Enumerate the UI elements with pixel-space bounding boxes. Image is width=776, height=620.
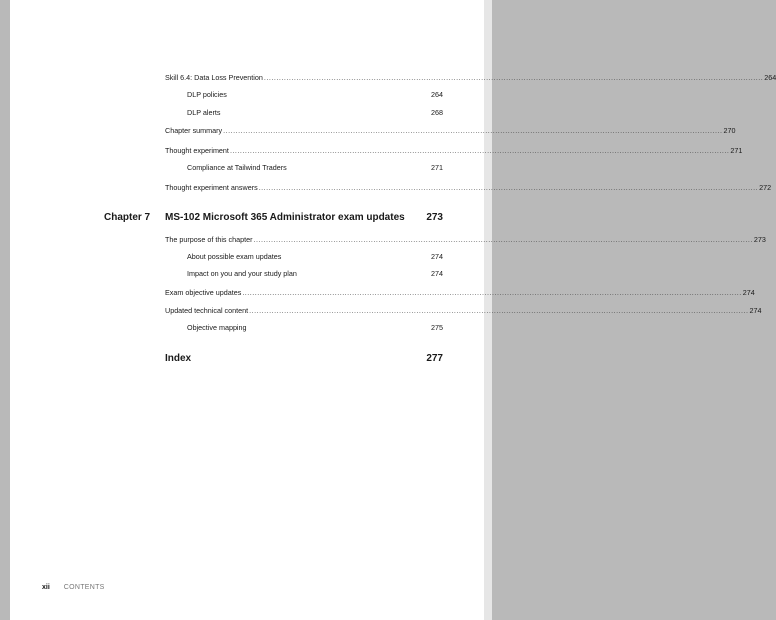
toc-entry-page-number: 271 bbox=[431, 163, 443, 172]
toc-entry bbox=[187, 90, 443, 100]
dot-leader: ........................................................................................................................................................................................................ bbox=[253, 235, 753, 244]
running-head: CONTENTS bbox=[63, 584, 105, 591]
toc-entry bbox=[187, 323, 443, 333]
chapter-heading bbox=[104, 211, 443, 224]
index-heading bbox=[165, 352, 443, 365]
toc-entry-title: Thought experiment bbox=[165, 146, 229, 155]
dot-leader: ........................................................................................................................................................................................................ bbox=[229, 146, 730, 155]
toc-entry-page-number: 274 bbox=[431, 269, 443, 278]
toc-entry-title: The purpose of this chapter bbox=[165, 235, 253, 244]
toc-entry-page-number: 264 bbox=[431, 90, 443, 99]
dot-leader: ........................................................................................................................................................................................................ bbox=[242, 288, 742, 297]
toc-entry bbox=[187, 252, 443, 262]
toc-entry bbox=[165, 183, 772, 193]
page-footer bbox=[42, 583, 105, 593]
toc-entry bbox=[165, 146, 743, 156]
toc-entry-title: Updated technical content bbox=[165, 306, 249, 315]
chapter-number: Chapter 7 bbox=[104, 212, 151, 223]
toc-entry bbox=[165, 126, 736, 136]
dot-leader: ........................................................................................................................................................................................................ bbox=[258, 183, 759, 192]
toc-entry-page-number: 271 bbox=[730, 146, 743, 155]
toc-entry-title: DLP alerts bbox=[187, 108, 221, 117]
toc-entry-title: Thought experiment answers bbox=[165, 183, 258, 192]
dot-leader: ........................................................................................................................................................................................................ bbox=[249, 306, 749, 315]
book-page bbox=[10, 0, 776, 620]
toc-entry-title: Chapter summary bbox=[165, 126, 223, 135]
toc-entry-page-number: 270 bbox=[723, 126, 736, 135]
toc-entry-page-number: 273 bbox=[753, 235, 766, 244]
toc-entry-title: Skill 6.4: Data Loss Prevention bbox=[165, 73, 263, 82]
toc-entry-title: Compliance at Tailwind Traders bbox=[187, 163, 287, 172]
toc-entry-title: Exam objective updates bbox=[165, 288, 242, 297]
toc-entry bbox=[165, 235, 766, 245]
page-folio: xii bbox=[42, 584, 50, 591]
toc-entry-title: Objective mapping bbox=[187, 323, 247, 332]
toc-entry bbox=[187, 269, 443, 279]
dot-leader: ........................................................................................................................................................................................................ bbox=[223, 126, 723, 135]
toc-entry-title: About possible exam updates bbox=[187, 252, 282, 261]
toc-entry bbox=[165, 306, 762, 316]
toc-entry-page-number: 275 bbox=[431, 323, 443, 332]
dot-leader: ........................................................................................................................................................................................................ bbox=[263, 73, 764, 82]
chapter-title: MS-102 Microsoft 365 Administrator exam updates bbox=[165, 212, 405, 223]
toc-entry-page-number: 268 bbox=[431, 108, 443, 117]
index-page-number: 277 bbox=[426, 353, 443, 364]
toc-entry-page-number: 264 bbox=[764, 73, 776, 82]
toc-entry-title: DLP policies bbox=[187, 90, 227, 99]
toc-entry-page-number: 274 bbox=[431, 252, 443, 261]
toc-entry-page-number: 274 bbox=[742, 288, 755, 297]
toc-entry-title: Impact on you and your study plan bbox=[187, 269, 297, 278]
toc-entry bbox=[187, 108, 443, 118]
toc-entry-page-number: 272 bbox=[759, 183, 772, 192]
toc-entry bbox=[165, 73, 776, 83]
chapter-page-number: 273 bbox=[426, 212, 443, 223]
toc-entry-page-number: 274 bbox=[749, 306, 762, 315]
toc-entry bbox=[165, 288, 755, 298]
toc-entry bbox=[187, 163, 443, 173]
index-label: Index bbox=[165, 353, 192, 364]
